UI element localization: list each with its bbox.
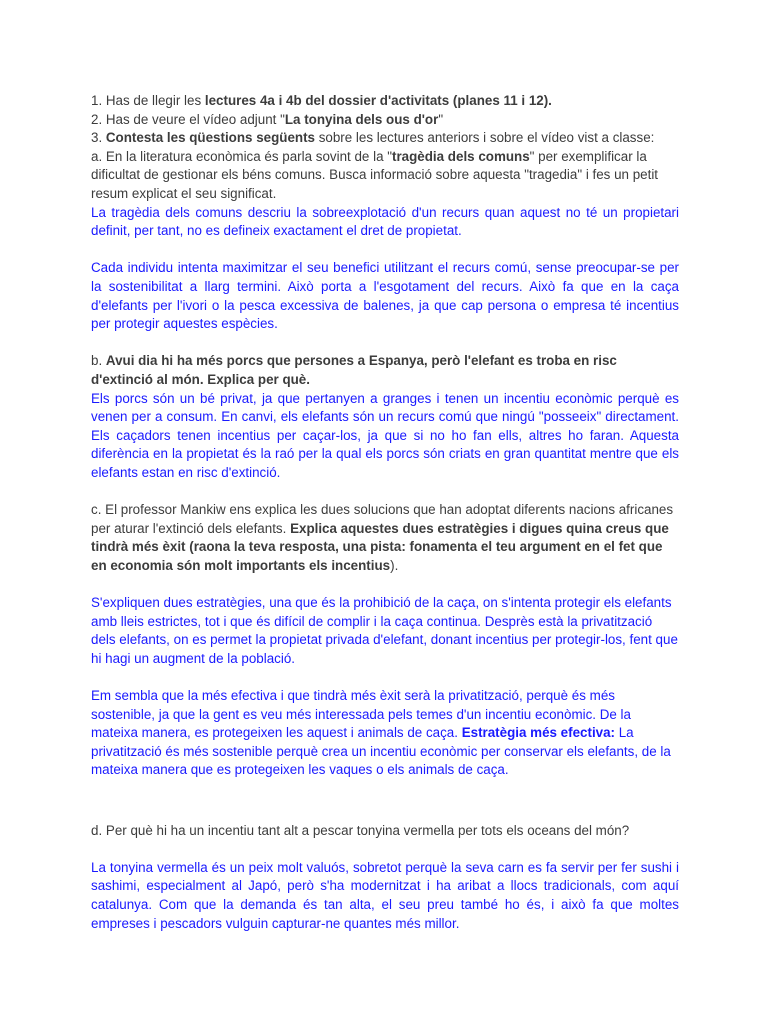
instruction-3-number: 3. (91, 130, 106, 146)
question-c-text: c. El professor Mankiw ens explica les dues solucions que han adoptat diferents nacions africanes per aturar l'extinció dels elefants. (91, 502, 674, 536)
question-d: d. Per què hi ha un incentiu tant alt a pescar tonyina vermella per tots els oceans del món? (91, 822, 630, 838)
instruction-2 (91, 111, 679, 130)
instruction-3-text: sobre les lectures anteriors i sobre el vídeo vist a classe: (314, 130, 655, 146)
question-b-bold: Avui dia hi ha més porcs que persones a Espanya, però l'elefant es troba en risc d'extinció al món. Explica per què. (91, 353, 617, 387)
answer-a-paragraph-1: La tragèdia dels comuns descriu la sobreexplotació d'un recurs quan aquest no té un propietari definit, per tant, no es defineix exactament el dret de propietat. (91, 204, 679, 239)
question-c (91, 501, 679, 575)
instruction-3 (91, 129, 679, 148)
question-b (91, 352, 679, 389)
answer-c-2-text: Em sembla que la més efectiva i que tindrà més èxit serà la privatització, perquè és més sostenible, ja que la gent es veu més interessada pels temes d'un incentiu econòmic. De la mateixa manera, es protegeixen les aquest i animals de caça. (91, 688, 631, 741)
instruction-1-text: 1. Has de llegir les (91, 93, 205, 108)
answer-c-2-bold: Estratègia més efectiva: (461, 725, 616, 741)
question-c-bold: Explica aquestes dues estratègies i digues quina creus que tindrà més èxit (raona la teva resposta, una pista: fonamenta el teu argument en el fet que en economia són molt importants els incentius (91, 520, 669, 573)
video-title: La tonyina dels ous d'or (284, 111, 439, 127)
answer-c-paragraph-1: S'expliquen dues estratègies, una que és la prohibició de la caça, on s'intenta protegir els elefants amb lleis estrictes, tot i que és difícil de complir i la caça continua. Desprès està la privatització dels elefants, on es permet la propietat privada d'elefant, donant incentius per protegir-los, fent que hi hagi un augment de la població. (91, 595, 678, 666)
instruction-2-text: 2. Has de veure el vídeo adjunt " (91, 111, 285, 127)
answer-c-2-text-end: La privatització és més sostenible perquè crea un incentiu econòmic per conservar els elefants, de la mateixa manera que es protegeixen les vaques o els animals de caça. (91, 725, 671, 778)
question-a (91, 148, 679, 204)
question-a-bold: tragèdia dels comuns (392, 148, 530, 164)
answer-d: La tonyina vermella és un peix molt valuós, sobretot perquè la seva carn es fa servir per fer sushi i sashimi, especialment al Japó, però s'ha modernitzat i ha aribat a llocs tradicionals, com aquí catalunya. Com que la demanda és tan alta, el seu preu també ho és, i això fa que moltes empreses i pescadors vulguin capturar-ne quantes més millor. (91, 859, 679, 931)
instruction-3-bold: Contesta les qüestions següents (105, 130, 315, 146)
instruction-2-quote: " (438, 111, 444, 127)
question-b-label: b. (91, 353, 106, 369)
question-c-end: ). (390, 557, 399, 573)
question-a-text-end: " per exemplificar la dificultat de gestionar els béns comuns. Busca informació sobre aquesta "tragedia" i fes un petit resum explicat el seu significat. (91, 148, 659, 201)
answer-b: Els porcs són un bé privat, ja que pertanyen a granges i tenen un incentiu econòmic perquè es venen per a consum. En canvi, els elefants són un recurs comú que ningú "posseeix" directament. Els caçadors tenen incentius per caçar-los, ja que si no ho fan ells, altres ho faran. Aquesta diferència en la propietat és la raó per la qual els porcs són criats en gran quantitat mentre que els elefants estan en risc d'extinció. (91, 390, 679, 480)
document-page (91, 92, 679, 933)
instruction-1-bold: lectures 4a i 4b del dossier d'activitats (planes 11 i 12). (204, 93, 552, 108)
answer-a-paragraph-2: Cada individu intenta maximitzar el seu benefici utilitzant el recurs comú, sense preocupar-se per la sostenibilitat a llarg termini. Això porta a l'esgotament del recurs. Això fa que en la caça d'elefants per l'ivori o la pesca excessiva de balenes, ja que cap persona o empresa té incentius per protegir aquestes espècies. (91, 260, 679, 332)
answer-c-paragraph-2 (91, 687, 679, 780)
instruction-1 (91, 92, 679, 111)
question-a-text: a. En la literatura econòmica és parla sovint de la " (91, 148, 392, 164)
